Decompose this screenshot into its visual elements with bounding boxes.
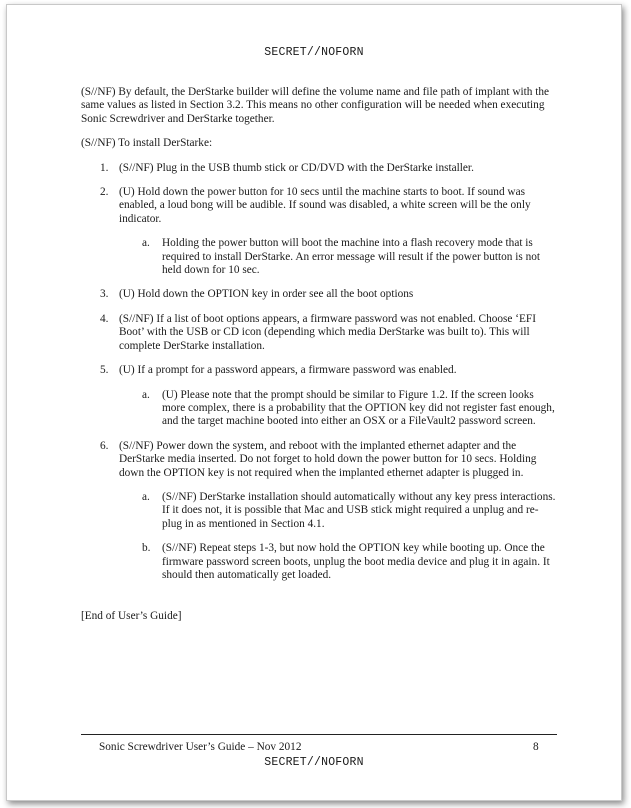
- classification-header: SECRET//NOFORN: [264, 46, 364, 59]
- footer-rule: [81, 734, 557, 735]
- sub-list-item-letter: a.: [142, 388, 150, 401]
- list-item: [81, 440, 557, 480]
- sub-list-item-text: (S//NF) Repeat steps 1-3, but now hold the OPTION key while booting up. Once the firmware password screen boots, unplug the boot media device and plug it in again. It should then automatically get loaded.: [162, 542, 550, 581]
- list-item-number: 5.: [100, 364, 109, 377]
- sub-list-item-letter: b.: [142, 542, 151, 555]
- page-number: 8: [533, 741, 539, 753]
- sub-list-item: [81, 237, 557, 277]
- install-heading: (S//NF) To install DerStarke:: [81, 137, 213, 150]
- list-item-text: (S//NF) Power down the system, and reboot with the implanted ethernet adapter and the DerStarke media inserted. Do not forget to hold down the power button for 10 secs. Holding down the OPTION key is not required when the implanted ethernet adapter is plugged in.: [119, 439, 537, 479]
- sub-list-item: [81, 389, 557, 429]
- intro-paragraph: (S//NF) By default, the DerStarke builder will define the volume name and file path of implant with the same values as listed in Section 3.2. This means no other configuration will be needed when executing Sonic Screwdriver and DerStarke together.: [81, 86, 550, 125]
- list-item-number: 1.: [100, 161, 109, 174]
- install-steps-list: [81, 162, 557, 583]
- sub-list-item-text: (U) Please note that the prompt should be similar to Figure 1.2. If the screen looks more complex, there is a probability that the OPTION key did not register fast enough, and the target machine booted into either an OSX or a FileVault2 password screen.: [162, 388, 555, 428]
- list-item-number: 4.: [100, 312, 109, 325]
- sub-list-item: [81, 491, 557, 531]
- sub-list-item-letter: a.: [142, 490, 150, 503]
- sub-list-item-text: (S//NF) DerStarke installation should automatically without any key press interactions. If it does not, it is possible that Mac and USB stick might required a unplug and re-plug in as mentioned in Section 4.1.: [162, 490, 556, 530]
- list-item: [81, 364, 557, 377]
- list-item: [81, 313, 557, 353]
- list-item-number: 2.: [100, 186, 109, 199]
- list-item: [81, 288, 557, 301]
- list-item-text: (U) If a prompt for a password appears, a firmware password was enabled.: [119, 364, 457, 377]
- list-item-text: (U) Hold down the power button for 10 secs until the machine starts to boot. If sound was enabled, a loud bong will be audible. If sound was disabled, a white screen will be the only indicator.: [119, 186, 531, 225]
- document-page: [6, 4, 622, 801]
- classification-footer: SECRET//NOFORN: [264, 756, 364, 769]
- list-item: [81, 186, 557, 226]
- page-content: [81, 86, 557, 635]
- footer-title: Sonic Screwdriver User’s Guide – Nov 2012: [99, 741, 302, 753]
- list-item-text: (S//NF) If a list of boot options appears, a firmware password was not enabled. Choose ‘EFI Boot’ with the USB or CD icon (depending which media DerStarke was built to). This will complete DerStarke installation.: [119, 312, 536, 352]
- list-item: [81, 162, 557, 175]
- list-item-number: 3.: [100, 288, 109, 301]
- list-item-number: 6.: [100, 439, 109, 452]
- list-item-text: (S//NF) Plug in the USB thumb stick or CD/DVD with the DerStarke installer.: [119, 161, 474, 174]
- sub-list-item-text: Holding the power button will boot the machine into a flash recovery mode that is required to install DerStarke. An error message will result if the power button is not held down for 10 sec.: [162, 237, 541, 277]
- end-note: [End of User’s Guide]: [81, 610, 182, 623]
- sub-list-item: [81, 542, 557, 582]
- sub-list-item-letter: a.: [142, 237, 150, 250]
- list-item-text: (U) Hold down the OPTION key in order see all the boot options: [119, 288, 414, 301]
